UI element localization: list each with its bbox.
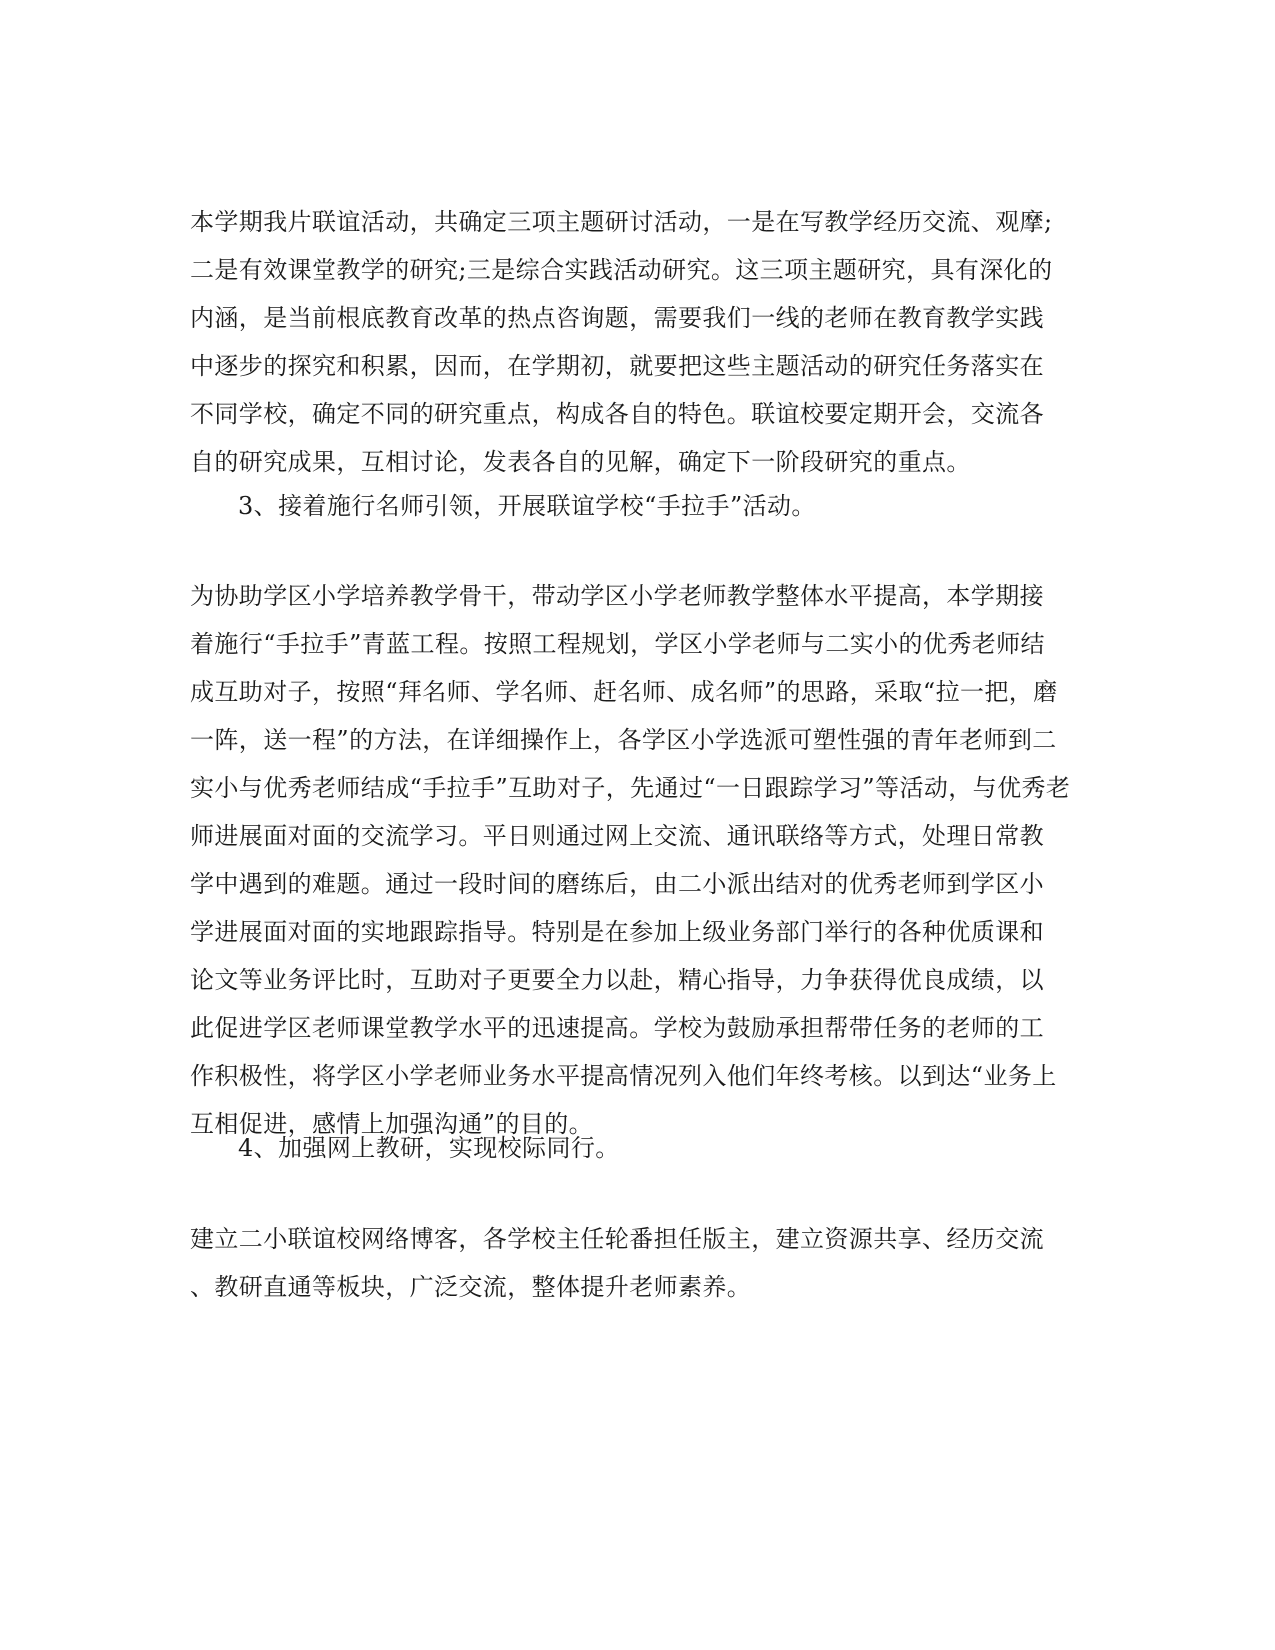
paragraph-2-line: 此促进学区老师课堂教学水平的迅速提高。学校为鼓励承担帮带任务的老师的工 [190,1014,1044,1042]
paragraph-2-line: 作积极性，将学区小学老师业务水平提高情况列入他们年终考核。以到达“业务上 [190,1062,1057,1090]
paragraph-2-line: 为协助学区小学培养教学骨干，带动学区小学老师教学整体水平提高，本学期接 [190,582,1044,610]
paragraph-1-line: 中逐步的探究和积累，因而，在学期初，就要把这些主题活动的研究任务落实在 [190,352,1044,380]
paragraph-2-line: 着施行“手拉手”青蓝工程。按照工程规划，学区小学老师与二实小的优秀老师结 [190,630,1045,658]
paragraph-2-line: 学进展面对面的实地跟踪指导。特别是在参加上级业务部门举行的各种优质课和 [190,918,1044,946]
paragraph-2-line: 一阵，送一程”的方法，在详细操作上，各学区小学选派可塑性强的青年老师到二 [190,726,1057,754]
paragraph-2 [190,572,1090,1148]
paragraph-1-line: 内涵，是当前根底教育改革的热点咨询题，需要我们一线的老师在教育教学实践 [190,304,1044,332]
section-heading-3: 3、接着施行名师引领，开展联谊学校“手拉手”活动。 [238,492,816,520]
paragraph-1-line: 不同学校，确定不同的研究重点，构成各自的特色。联谊校要定期开会，交流各 [190,400,1044,428]
paragraph-1-line: 二是有效课堂教学的研究;三是综合实践活动研究。这三项主题研究，具有深化的 [190,256,1053,284]
paragraph-2-line: 学中遇到的难题。通过一段时间的磨练后，由二小派出结对的优秀老师到学区小 [190,870,1044,898]
paragraph-3-line: 建立二小联谊校网络博客，各学校主任轮番担任版主，建立资源共享、经历交流 [190,1225,1044,1253]
paragraph-2-line: 成互助对子，按照“拜名师、学名师、赶名师、成名师”的思路，采取“拉一把，磨 [190,678,1058,706]
paragraph-2-line: 实小与优秀老师结成“手拉手”互助对子，先通过“一日跟踪学习”等活动，与优秀老 [190,774,1071,802]
paragraph-2-line: 互相促进，感情上加强沟通”的目的。 [190,1110,594,1138]
section-heading-4: 4、加强网上教研，实现校际同行。 [238,1134,620,1162]
paragraph-3 [190,1215,1090,1311]
paragraph-1-line: 自的研究成果，互相讨论，发表各自的见解，确定下一阶段研究的重点。 [190,448,971,476]
paragraph-1-line: 本学期我片联谊活动，共确定三项主题研讨活动，一是在写教学经历交流、观摩; [190,208,1053,236]
paragraph-1 [190,198,1090,486]
paragraph-3-line: 、教研直通等板块，广泛交流，整体提升老师素养。 [190,1273,752,1301]
paragraph-2-line: 论文等业务评比时，互助对子更要全力以赴，精心指导，力争获得优良成绩，以 [190,966,1044,994]
paragraph-2-line: 师进展面对面的交流学习。平日则通过网上交流、通讯联络等方式，处理日常教 [190,822,1044,850]
